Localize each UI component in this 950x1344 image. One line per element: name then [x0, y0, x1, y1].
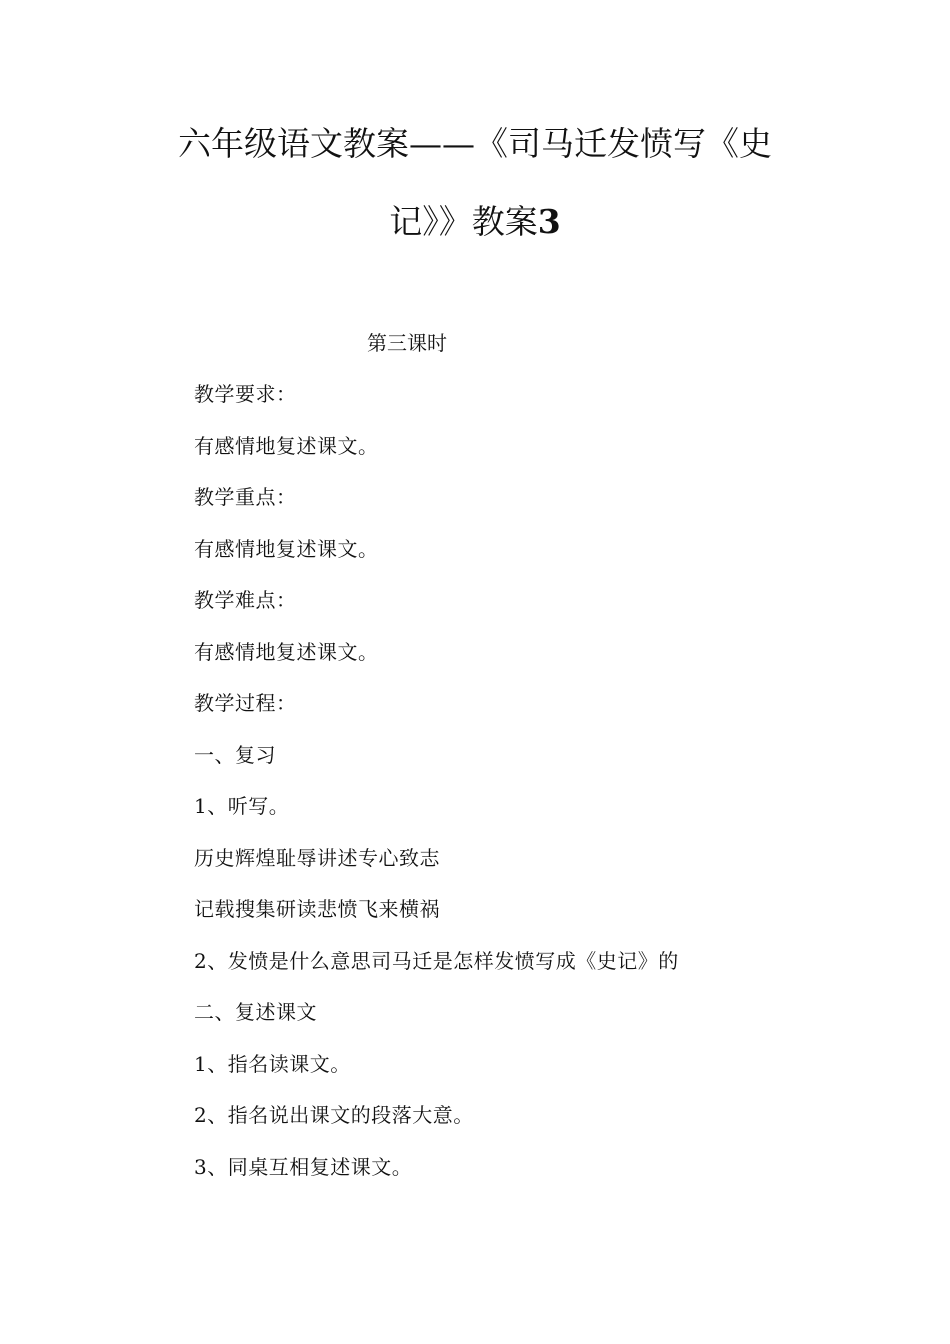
vocabulary-line: 记载搜集研读悲愤飞来横祸 — [194, 897, 440, 921]
lesson-body — [194, 381, 679, 1205]
document-title-number: 3 — [537, 202, 561, 241]
list-item: 2、发愤是什么意思司马迁是怎样发愤写成《史记》的 — [194, 948, 679, 973]
section-heading-difficulties: 教学难点： — [194, 588, 297, 612]
document-title-line-2 — [0, 202, 950, 242]
section-heading-key-points: 教学重点： — [194, 485, 297, 509]
body-paragraph: 有感情地复述课文。 — [194, 536, 379, 561]
part-heading-review: 一、复习 — [194, 742, 276, 767]
list-item: 1、指名读课文。 — [194, 1051, 351, 1076]
section-heading-process: 教学过程： — [194, 691, 297, 715]
document-title-line-2-text: 记》》教案 — [389, 202, 538, 241]
list-item: 1、听写。 — [194, 794, 290, 818]
body-paragraph: 有感情地复述课文。 — [194, 433, 379, 458]
vocabulary-line: 历史辉煌耻辱讲述专心致志 — [194, 845, 440, 870]
lesson-period-subtitle: 第三课时 — [367, 331, 447, 355]
list-item: 3、同桌互相复述课文。 — [194, 1154, 413, 1179]
list-item: 2、指名说出课文的段落大意。 — [194, 1103, 474, 1127]
document-title-line-1: 六年级语文教案——《司马迁发愤写《史 — [178, 124, 772, 163]
section-heading-requirements: 教学要求： — [194, 382, 297, 406]
part-heading-retell: 二、复述课文 — [194, 1000, 317, 1024]
body-paragraph: 有感情地复述课文。 — [194, 639, 379, 664]
